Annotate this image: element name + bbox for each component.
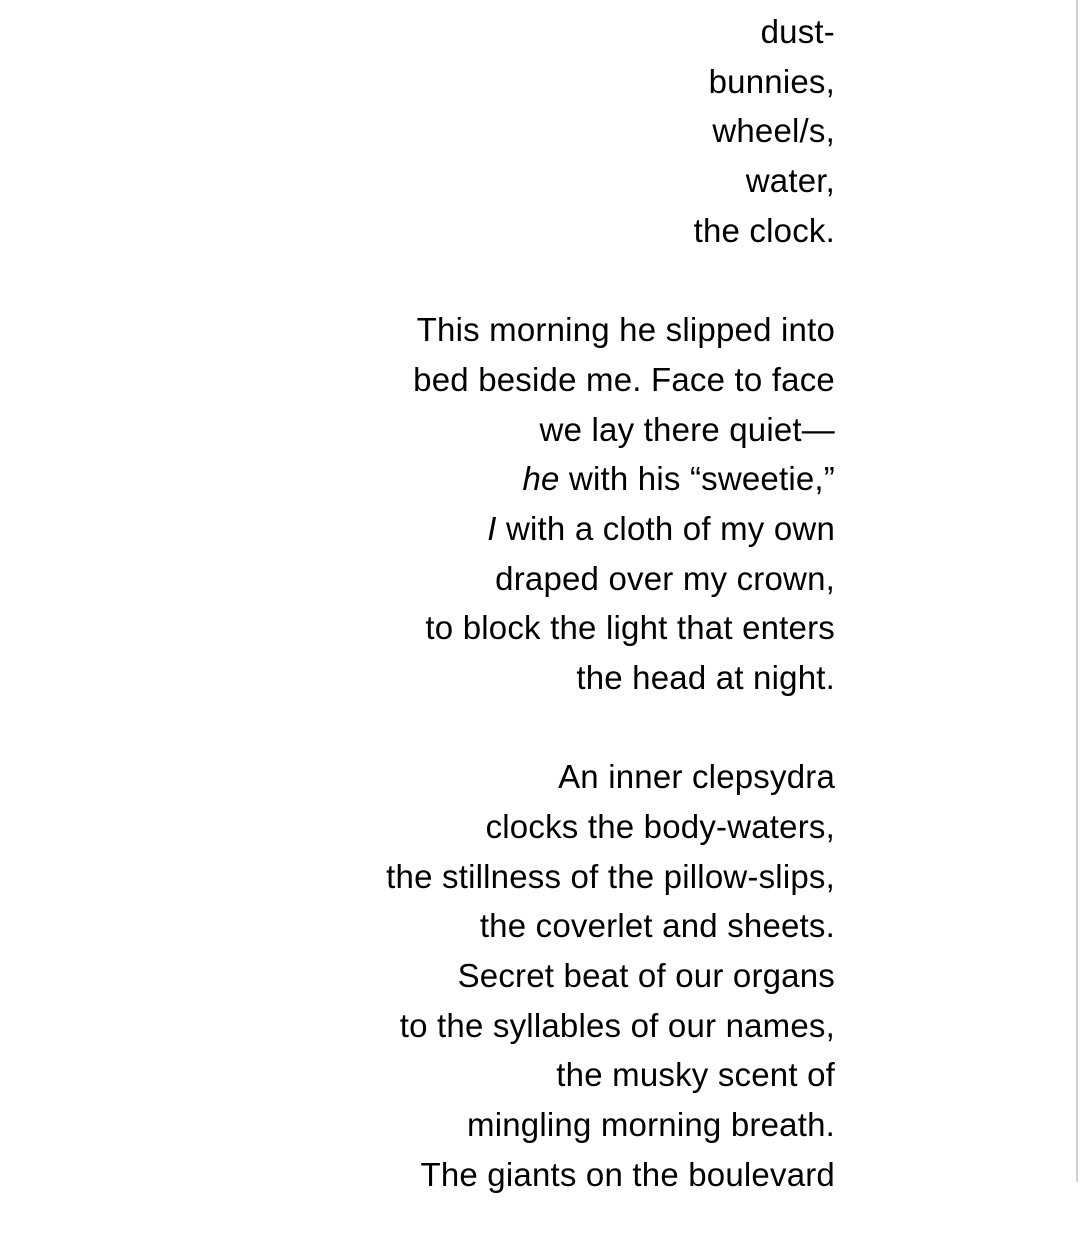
poem-line: the head at night. <box>576 658 835 696</box>
stanza <box>135 305 835 703</box>
poem-line: to block the light that enters <box>425 609 835 647</box>
poem-line: we lay there quiet— <box>539 410 835 448</box>
poem-line: dust- <box>760 13 835 50</box>
poem-line: This morning he slipped into <box>416 311 835 349</box>
poem-line: Secret beat of our organs <box>457 957 835 995</box>
poem-line <box>135 454 835 504</box>
poem-line: clocks the body-waters, <box>485 808 835 845</box>
italic-word: I <box>487 509 497 547</box>
stanza <box>135 752 835 1199</box>
poem-line: wheel/s, <box>712 112 835 150</box>
stanza <box>135 7 835 255</box>
poem-line: The giants on the boulevard <box>420 1155 835 1193</box>
poem-text <box>135 7 835 1249</box>
line-text: with a cloth of my own <box>496 509 835 547</box>
poem-line: water, <box>745 162 835 200</box>
poem-line: mingling morning breath. <box>467 1106 835 1144</box>
poem-line: the stillness of the pillow-slips, <box>386 857 835 895</box>
poem-line: bunnies, <box>708 62 835 100</box>
poem-line: the coverlet and sheets. <box>479 907 835 945</box>
poem-line: draped over my crown, <box>495 559 835 597</box>
italic-word: he <box>522 460 560 498</box>
poem-line: the clock. <box>693 211 835 249</box>
line-text: with his “sweetie,” <box>559 460 835 498</box>
poem-line: the musky scent of <box>556 1056 835 1094</box>
poem-line: to the syllables of our names, <box>399 1006 835 1044</box>
poem-line: An inner clepsydra <box>558 758 835 796</box>
poem-line <box>135 504 835 554</box>
page-edge-divider <box>1076 0 1078 1182</box>
poem-line: bed beside me. Face to face <box>413 360 835 398</box>
